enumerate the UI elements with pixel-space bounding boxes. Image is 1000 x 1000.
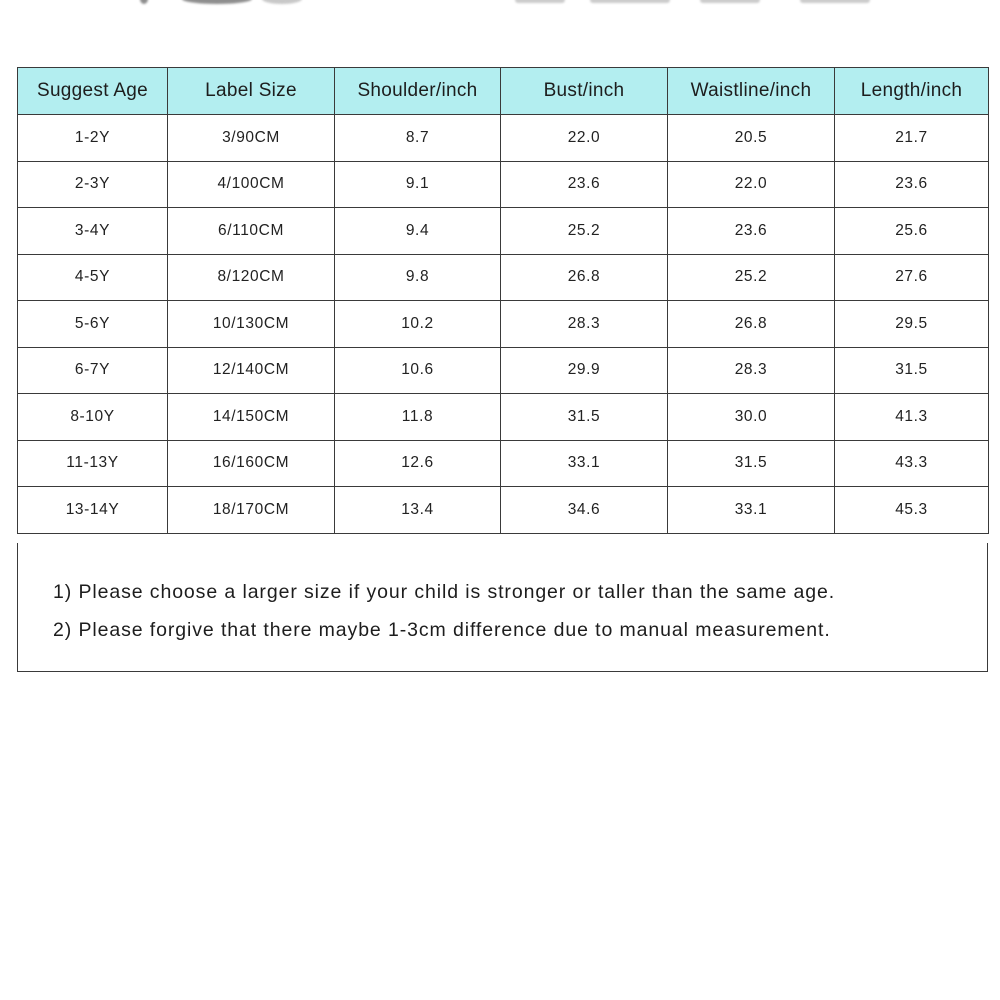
table-row bbox=[18, 208, 989, 255]
cell-waistline: 23.6 bbox=[668, 208, 835, 255]
table-row bbox=[18, 115, 989, 162]
header-label-size: Label Size bbox=[168, 68, 335, 115]
cell-bust: 25.2 bbox=[501, 208, 668, 255]
table-row bbox=[18, 440, 989, 487]
cell-waistline: 22.0 bbox=[668, 161, 835, 208]
header-waistline: Waistline/inch bbox=[668, 68, 835, 115]
cell-bust: 26.8 bbox=[501, 254, 668, 301]
cell-label-size: 14/150CM bbox=[168, 394, 335, 441]
cell-waistline: 20.5 bbox=[668, 115, 835, 162]
cropped-text-fragment bbox=[800, 0, 870, 3]
header-length: Length/inch bbox=[835, 68, 989, 115]
cell-bust: 23.6 bbox=[501, 161, 668, 208]
image-fragment bbox=[140, 0, 148, 4]
cell-length: 29.5 bbox=[835, 301, 989, 348]
cell-shoulder: 8.7 bbox=[335, 115, 501, 162]
cell-shoulder: 9.4 bbox=[335, 208, 501, 255]
cell-bust: 34.6 bbox=[501, 487, 668, 534]
cell-label-size: 18/170CM bbox=[168, 487, 335, 534]
cell-age: 6-7Y bbox=[18, 347, 168, 394]
cell-shoulder: 10.6 bbox=[335, 347, 501, 394]
cell-label-size: 12/140CM bbox=[168, 347, 335, 394]
cell-length: 25.6 bbox=[835, 208, 989, 255]
cropped-top-image-fragment bbox=[0, 0, 1000, 12]
cell-shoulder: 10.2 bbox=[335, 301, 501, 348]
cell-bust: 31.5 bbox=[501, 394, 668, 441]
cell-waistline: 25.2 bbox=[668, 254, 835, 301]
cell-age: 4-5Y bbox=[18, 254, 168, 301]
header-shoulder: Shoulder/inch bbox=[335, 68, 501, 115]
note-measurement-difference: 2) Please forgive that there maybe 1-3cm difference due to manual measurement. bbox=[53, 619, 831, 641]
cropped-text-fragment bbox=[590, 0, 670, 3]
cell-shoulder: 11.8 bbox=[335, 394, 501, 441]
cell-shoulder: 9.8 bbox=[335, 254, 501, 301]
cell-length: 31.5 bbox=[835, 347, 989, 394]
cell-length: 21.7 bbox=[835, 115, 989, 162]
cell-bust: 22.0 bbox=[501, 115, 668, 162]
table-row bbox=[18, 161, 989, 208]
cell-length: 41.3 bbox=[835, 394, 989, 441]
cell-shoulder: 13.4 bbox=[335, 487, 501, 534]
table-row bbox=[18, 254, 989, 301]
cell-length: 43.3 bbox=[835, 440, 989, 487]
cell-length: 27.6 bbox=[835, 254, 989, 301]
cell-age: 3-4Y bbox=[18, 208, 168, 255]
cell-age: 2-3Y bbox=[18, 161, 168, 208]
image-fragment bbox=[262, 0, 302, 4]
cell-bust: 28.3 bbox=[501, 301, 668, 348]
cell-age: 5-6Y bbox=[18, 301, 168, 348]
cropped-text-fragment bbox=[700, 0, 760, 3]
cell-label-size: 10/130CM bbox=[168, 301, 335, 348]
image-fragment bbox=[182, 0, 252, 4]
cell-bust: 29.9 bbox=[501, 347, 668, 394]
cell-waistline: 33.1 bbox=[668, 487, 835, 534]
header-suggest-age: Suggest Age bbox=[18, 68, 168, 115]
table-row bbox=[18, 487, 989, 534]
header-bust: Bust/inch bbox=[501, 68, 668, 115]
cropped-text-fragment bbox=[515, 0, 565, 3]
cell-age: 13-14Y bbox=[18, 487, 168, 534]
cell-waistline: 31.5 bbox=[668, 440, 835, 487]
cell-waistline: 28.3 bbox=[668, 347, 835, 394]
table-row bbox=[18, 301, 989, 348]
cell-shoulder: 12.6 bbox=[335, 440, 501, 487]
cell-shoulder: 9.1 bbox=[335, 161, 501, 208]
cell-label-size: 3/90CM bbox=[168, 115, 335, 162]
note-larger-size: 1) Please choose a larger size if your child is stronger or taller than the same age. bbox=[53, 581, 836, 603]
notes-box bbox=[17, 543, 988, 672]
cell-age: 1-2Y bbox=[18, 115, 168, 162]
table-row bbox=[18, 394, 989, 441]
cell-bust: 33.1 bbox=[501, 440, 668, 487]
cell-waistline: 30.0 bbox=[668, 394, 835, 441]
cell-length: 45.3 bbox=[835, 487, 989, 534]
cell-age: 11-13Y bbox=[18, 440, 168, 487]
cell-age: 8-10Y bbox=[18, 394, 168, 441]
cell-label-size: 6/110CM bbox=[168, 208, 335, 255]
table-header-row bbox=[18, 68, 989, 115]
cell-label-size: 4/100CM bbox=[168, 161, 335, 208]
cell-waistline: 26.8 bbox=[668, 301, 835, 348]
cell-label-size: 8/120CM bbox=[168, 254, 335, 301]
table-row bbox=[18, 347, 989, 394]
cell-label-size: 16/160CM bbox=[168, 440, 335, 487]
cell-length: 23.6 bbox=[835, 161, 989, 208]
size-chart-table bbox=[17, 67, 989, 534]
